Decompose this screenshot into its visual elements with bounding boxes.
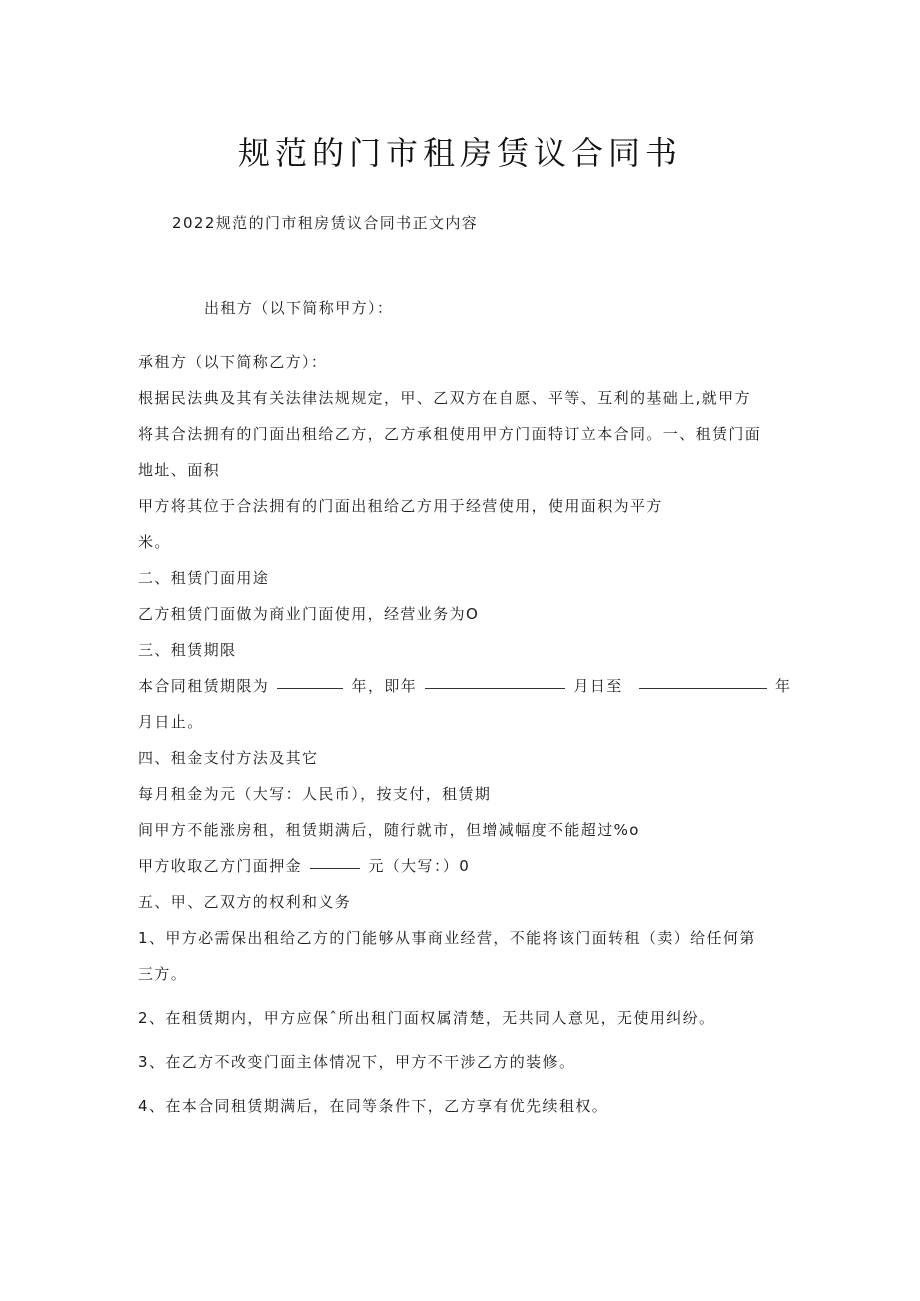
deposit-text: 元（大写：）0 bbox=[368, 857, 471, 875]
lease-term-text: 年 bbox=[775, 677, 792, 695]
blank-field bbox=[639, 687, 767, 689]
paragraph-line: 甲方将其位于合法拥有的门面出租给乙方用于经营使用，使用面积为平方 bbox=[138, 497, 663, 515]
deposit-line bbox=[138, 856, 470, 876]
section-heading: 二、租赁门面用途 bbox=[138, 569, 270, 587]
clause-line: 3、在乙方不改变门面主体情况下，甲方不干涉乙方的装修。 bbox=[138, 1053, 576, 1071]
clause-line: 三方。 bbox=[138, 965, 188, 983]
section-heading: 四、租金支付方法及其它 bbox=[138, 749, 319, 767]
document-subtitle: 2022规范的门市租房赁议合同书正文内容 bbox=[172, 214, 479, 232]
blank-field bbox=[310, 867, 360, 869]
paragraph-line: 乙方租赁门面做为商业门面使用，经营业务为O bbox=[138, 605, 480, 623]
clause-line: 1、甲方必需保出租给乙方的门能够从事商业经营，不能将该门面转租（卖）给任何第 bbox=[138, 929, 756, 947]
paragraph-line: 间甲方不能涨房租，租赁期满后，随行就市，但增减幅度不能超过%o bbox=[138, 821, 640, 839]
paragraph-line: 米。 bbox=[138, 533, 171, 551]
paragraph-line: 月日止。 bbox=[138, 713, 204, 731]
blank-field bbox=[277, 687, 343, 689]
lease-term-text: 年，即年 bbox=[351, 677, 418, 695]
blank-field bbox=[425, 687, 565, 689]
paragraph-line: 根据民法典及其有关法律法规规定，甲、乙双方在自愿、平等、互利的基础上,就甲方 bbox=[138, 389, 751, 407]
paragraph-line: 地址、面积 bbox=[138, 461, 221, 479]
document-title: 规范的门市租房赁议合同书 bbox=[237, 134, 682, 172]
lease-term-line bbox=[138, 676, 791, 696]
paragraph-line: 将其合法拥有的门面出租给乙方，乙方承租使用甲方门面特订立本合同。一、租赁门面 bbox=[138, 425, 762, 443]
lease-term-text: 本合同租赁期限为 bbox=[138, 677, 270, 695]
paragraph-line: 每月租金为元（大写：人民币），按支付，租赁期 bbox=[138, 785, 492, 803]
lessor-line: 出租方（以下简称甲方）： bbox=[204, 299, 394, 317]
deposit-text: 甲方收取乙方门面押金 bbox=[138, 857, 303, 875]
section-heading: 三、租赁期限 bbox=[138, 641, 237, 659]
section-heading: 五、甲、乙双方的权利和义务 bbox=[138, 893, 352, 911]
clause-line: 4、在本合同租赁期满后，在同等条件下，乙方享有优先续租权。 bbox=[138, 1097, 609, 1115]
clause-line: 2、在租赁期内，甲方应保ˆ所出租门面权属清楚，无共同人意见，无使用纠纷。 bbox=[138, 1009, 716, 1027]
lessee-line: 承租方（以下简称乙方）： bbox=[138, 353, 328, 371]
lease-term-text: 月日至 bbox=[573, 677, 623, 695]
